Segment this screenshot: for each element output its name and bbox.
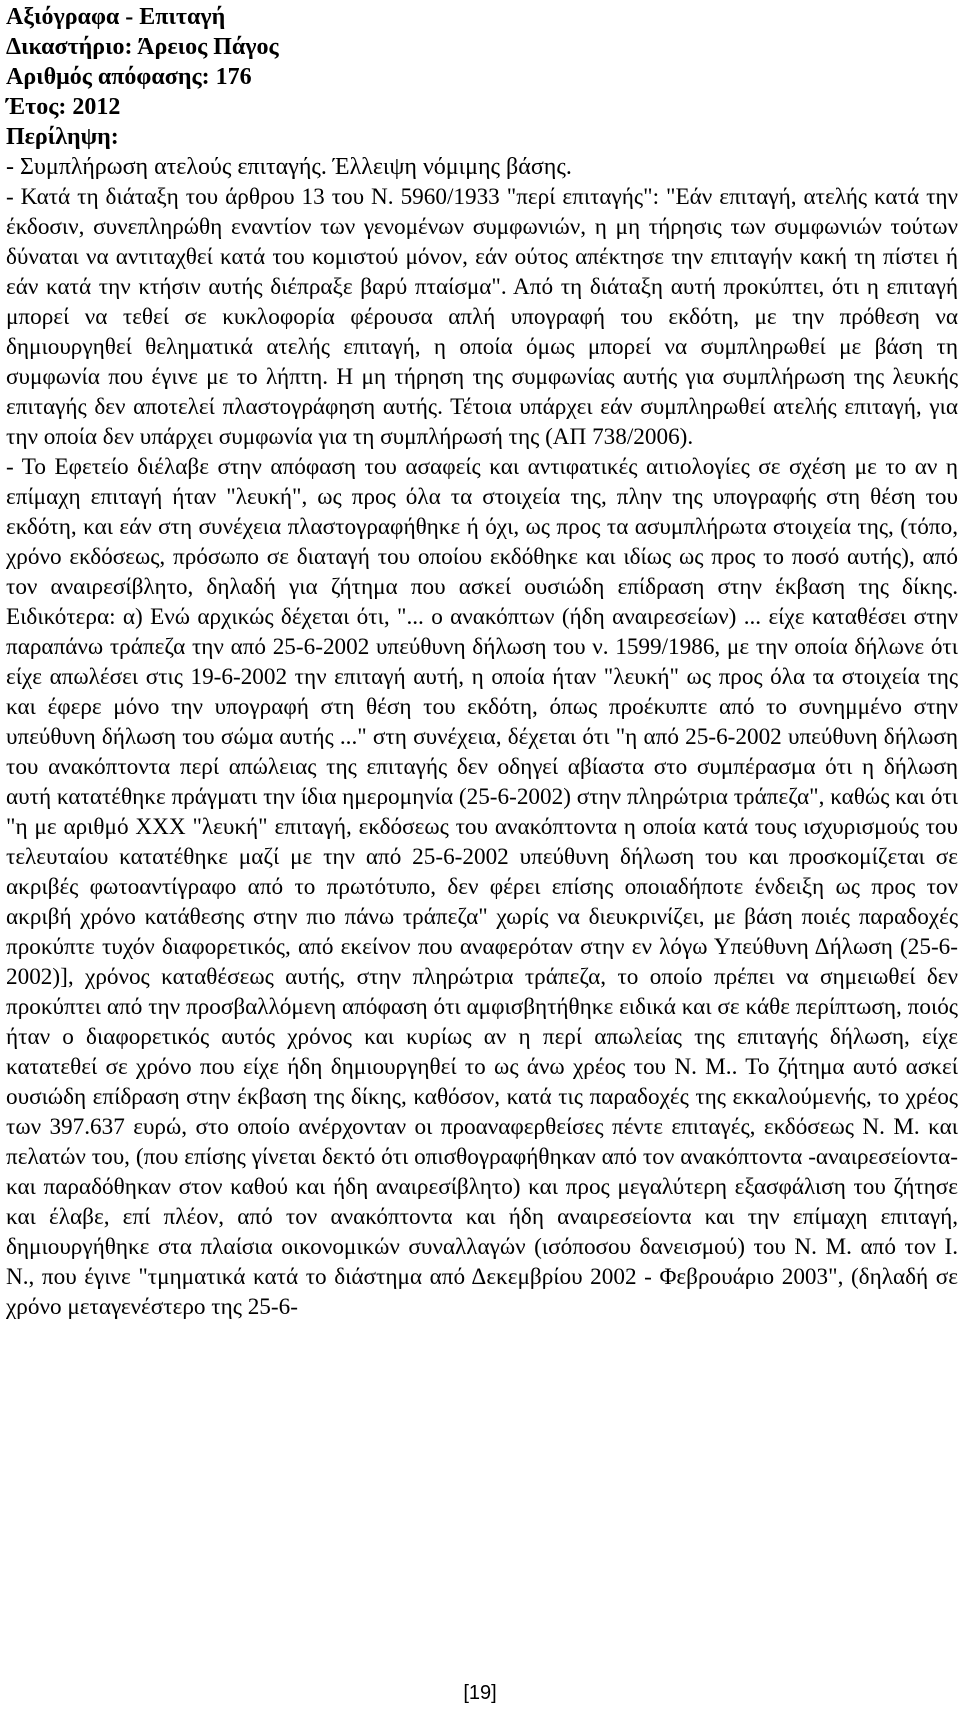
summary-paragraph-1: - Κατά τη διάταξη του άρθρου 13 του Ν. 5960/1933 "περί επιταγής": "Εάν επιταγή, ατελής κατά την έκδοσιν, συνεπληρώθη εναντίον των γενομένων συμφωνιών, η μη τήρησις των συμφωνιών τούτων δύναται να αντιταχθεί κατά του κομιστού μόνον, εάν ούτος απέκτησε την επιταγήν κακή τη πίστει ή εάν κατά την κτήσιν αυτής διέπραξε βαρύ πταίσμα". Από τη διάταξη αυτή προκύπτει, ότι η επιταγή μπορεί να τεθεί σε κυκλοφορία φέρουσα απλή υπογραφή του εκδότη, με την πρόθεση να δημιουργηθεί θεληματικά ατελής επιταγή, η οποία όμως μπορεί να συμπληρωθεί με βάση τη συμφωνία που έγινε με το λήπτη. Η μη τήρηση της συμφωνίας αυτής για συμπλήρωση της λευκής επιταγής δεν αποτελεί πλαστογράφηση αυτής. Τέτοια υπάρχει εάν συμπληρωθεί ατελής επιταγή, για την οποία δεν υπάρχει συμφωνία για τη συμπλήρωσή της (ΑΠ 738/2006). bbox=[6, 184, 958, 450]
summary-label: Περίληψη: bbox=[6, 124, 119, 150]
summary-item: - Συμπλήρωση ατελούς επιταγής. Έλλειψη νόμιμης βάσης. bbox=[6, 154, 572, 180]
year-line: Έτος: 2012 bbox=[6, 94, 121, 120]
document-page bbox=[6, 2, 960, 1322]
summary-paragraph-2: - Το Εφετείο διέλαβε στην απόφαση του ασαφείς και αντιφατικές αιτιολογίες σε σχέση με το αν η επίμαχη επιταγή ήταν "λευκή", ως προς όλα τα στοιχεία της, πλην της υπογραφής στη θέση του εκδότη, και εάν στη συνέχεια πλαστογραφήθηκε ή όχι, ως προς τα ασυμπλήρωτα στοιχεία της, (τόπο, χρόνο εκδόσεως, πρόσωπο σε διαταγή του οποίου εκδόθηκε και ιδίως ως προς το ποσό αυτής), από τον αναιρεσίβλητο, δηλαδή για ζήτημα που ασκεί ουσιώδη επίδραση στην έκβαση της δίκης. Ειδικότερα: α) Ενώ αρχικώς δέχεται ότι, "... ο ανακόπτων (ήδη αναιρεσείων) ... είχε καταθέσει στην παραπάνω τράπεζα την από 25-6-2002 υπεύθυνη δήλωση του ν. 1599/1986, με την οποία δήλωνε ότι είχε απωλέσει στις 19-6-2002 την επιταγή αυτή, η οποία ήταν "λευκή" ως προς όλα τα στοιχεία της και έφερε μόνο την υπογραφή στη θέση του εκδότη, όπως προέκυπτε από το συνημμένο στην υπεύθυνη δήλωση του σώμα αυτής ..." στη συνέχεια, δέχεται ότι "η από 25-6-2002 υπεύθυνη δήλωση του ανακόπτοντα περί απώλειας της επιταγής δεν οδηγεί αβίαστα στο συμπέρασμα ότι η δήλωση αυτή κατατέθηκε πράγματι την ίδια ημερομηνία (25-6-2002) στην πληρώτρια τράπεζα", καθώς και ότι "η με αριθμό ΧΧΧ "λευκή" επιταγή, εκδόσεως του ανακόπτοντα η οποία κατά τους ισχυρισμούς του τελευταίου κατατέθηκε μαζί με την από 25-6-2002 υπεύθυνη δήλωση του και προσκομίζεται σε ακριβές φωτοαντίγραφο από το πρωτότυπο, δεν φέρει επίσης οποιαδήποτε ένδειξη ως προς τον ακριβή χρόνο κατάθεσης στην πιο πάνω τράπεζα" χωρίς να διευκρινίζει, με βάση ποιές παραδοχές προκύπτε τυχόν διαφορετικός, από εκείνον που αναφερόταν στην εν λόγω Υπεύθυνη Δήλωση (25-6-2002)], χρόνος καταθέσεως αυτής, στην πληρώτρια τράπεζα, το οποίο πρέπει να σημειωθεί δεν προκύπτει από την προσβαλλόμενη απόφαση ότι αμφισβητήθηκε ειδικά και σε κάθε περίπτωση, ποιός ήταν ο διαφορετικός αυτός χρόνος και κυρίως αν η περί απωλείας της επιταγής δήλωση, είχε κατατεθεί σε χρόνο που είχε ήδη δημιουργηθεί το ως άνω χρέος του Ν. Μ.. Το ζήτημα αυτό ασκεί ουσιώδη επίδραση στην έκβαση της δίκης, καθόσον, κατά τις παραδοχές της εκκαλούμενής, το χρέος των 397.637 ευρώ, στο οποίο ανέρχονταν οι προαναφερθείσες πέντε επιταγές, εκδόσεως Ν. Μ. και πελατών του, (που επίσης γίνεται δεκτό ότι οπισθογραφήθηκαν από τον ανακόπτοντα -αναιρεσείοντα- και παραδόθηκαν στον καθού και ήδη αναιρεσίβλητο) και προς μεγαλύτερη εξασφάλιση του ζήτησε και έλαβε, επί πλέον, από τον ανακόπτοντα και ήδη αναιρεσείοντα και την επίμαχη επιταγή, δημιουργήθηκε στα πλαίσια οικονομικών συναλλαγών (ισόποσου δανεισμού) του Ν. Μ. από τον Ι. Ν., που έγινε "τμηματικά κατά το διάστημα από Δεκεμβρίου 2002 - Φεβρουάριο 2003", (δηλαδή σε χρόνο μεταγενέστερο της 25-6- bbox=[6, 454, 958, 1320]
decision-number-line: Αριθμός απόφασης: 176 bbox=[6, 64, 252, 90]
document-title: Αξιόγραφα - Επιταγή bbox=[6, 4, 226, 30]
court-line: Δικαστήριο: Άρειος Πάγος bbox=[6, 34, 279, 60]
page-number: [19] bbox=[463, 1682, 497, 1704]
